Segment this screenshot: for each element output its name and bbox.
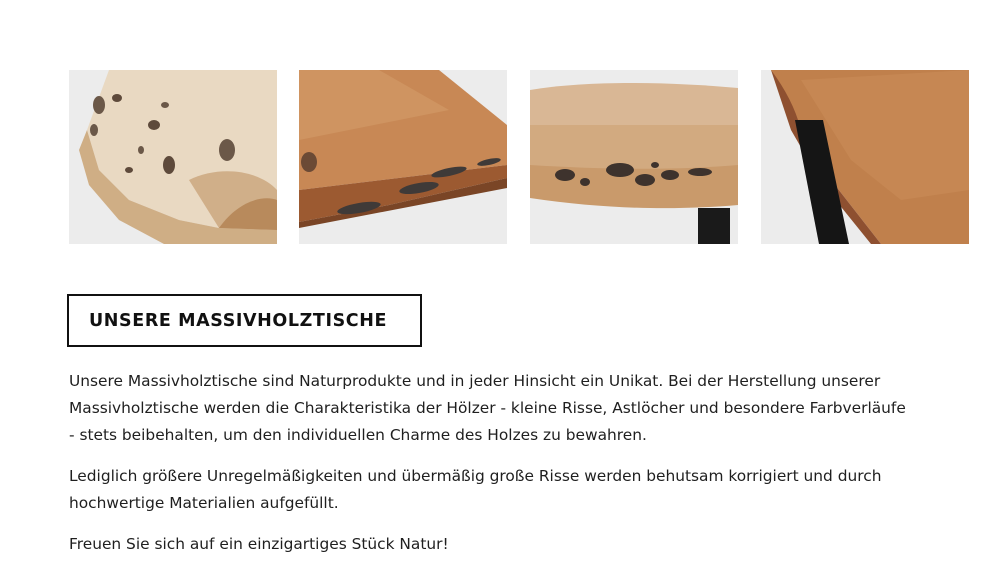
gallery-image-4[interactable] — [761, 70, 969, 244]
paragraph-corrections: Lediglich größere Unregelmäßigkeiten und übermäßig große Risse werden behutsam korrigiert und durch hochwertige Materialien aufgefüllt. — [69, 467, 882, 512]
wood-edge-closeup-image — [69, 70, 277, 244]
gallery-image-2[interactable] — [299, 70, 507, 244]
tabletop-edge-black-leg-image — [761, 70, 969, 244]
product-image-gallery — [69, 70, 969, 244]
gallery-image-3[interactable] — [530, 70, 738, 244]
tabletop-edge-knotholes-image — [299, 70, 507, 244]
section-body — [69, 368, 909, 572]
paragraph-closing: Freuen Sie sich auf ein einzigartiges Stück Natur! — [69, 535, 449, 553]
gallery-image-1[interactable] — [69, 70, 277, 244]
paragraph-intro: Unsere Massivholztische sind Naturprodukte und in jeder Hinsicht ein Unikat. Bei der Herstellung unserer Massivholztische werden die Charakteristika der Hölzer - kleine Risse, Astlöcher und besondere Farbverläufe - stets beibehalten, um den individuellen Charme des Holzes zu bewahren. — [69, 372, 906, 444]
section-heading-box — [67, 294, 422, 347]
section-heading: UNSERE MASSIVHOLZTISCHE — [89, 310, 388, 331]
tabletop-corner-holes-image — [530, 70, 738, 244]
